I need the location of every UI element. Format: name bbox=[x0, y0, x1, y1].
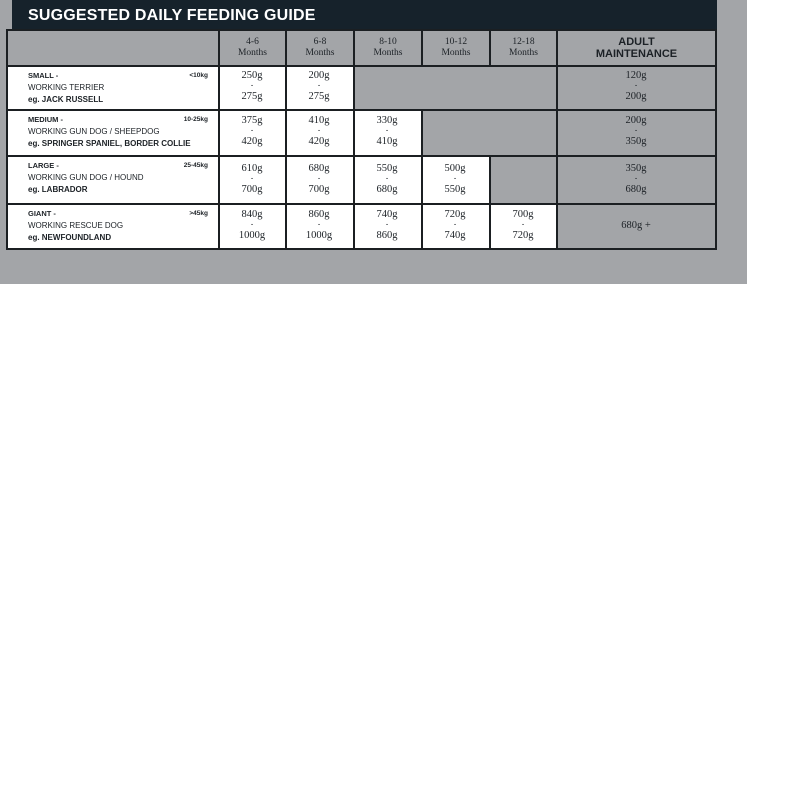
header-8-10-line1: 8-10 bbox=[379, 37, 397, 47]
header-adult-maintenance bbox=[558, 31, 715, 65]
row-medium-example: eg. SPRINGER SPANIEL, BORDER COLLIE bbox=[28, 139, 191, 148]
row-small-description: WORKING TERRIER bbox=[28, 83, 105, 92]
row-large-size bbox=[8, 157, 218, 203]
row-giant-10-12 bbox=[423, 205, 489, 248]
row-large-6-8 bbox=[287, 157, 353, 203]
value-separator: - bbox=[250, 126, 254, 134]
value-max: 275g bbox=[308, 91, 330, 102]
value-separator: - bbox=[453, 220, 457, 228]
value-separator: - bbox=[250, 81, 254, 89]
row-giant-4-6 bbox=[220, 205, 285, 248]
value-min: 740g bbox=[376, 209, 398, 220]
header-12-18-months bbox=[491, 31, 556, 65]
value-min: 200g bbox=[308, 70, 330, 81]
row-small-empty-span bbox=[355, 67, 556, 109]
row-small-adult bbox=[558, 67, 715, 109]
value-max: 1000g bbox=[238, 230, 266, 241]
header-12-18-line2: Months bbox=[508, 48, 539, 58]
row-small-size-name: SMALL - bbox=[28, 71, 59, 80]
value-separator: - bbox=[317, 174, 321, 182]
header-adult-line1: ADULT bbox=[618, 36, 655, 48]
value-separator: - bbox=[250, 220, 254, 228]
row-medium-empty-span bbox=[423, 111, 556, 155]
value-separator: - bbox=[317, 220, 321, 228]
value-separator: - bbox=[634, 81, 638, 89]
header-8-10-line2: Months bbox=[373, 48, 403, 58]
row-medium-8-10 bbox=[355, 111, 421, 155]
value-separator: - bbox=[634, 126, 638, 134]
value-max: 275g bbox=[241, 91, 263, 102]
row-large-size-name: LARGE - bbox=[28, 161, 59, 170]
value-min: 860g bbox=[308, 209, 330, 220]
row-large-description: WORKING GUN DOG / HOUND bbox=[28, 173, 144, 182]
row-medium-4-6 bbox=[220, 111, 285, 155]
value-min: 200g bbox=[625, 115, 647, 126]
row-medium-adult bbox=[558, 111, 715, 155]
header-4-6-months bbox=[220, 31, 285, 65]
header-10-12-line1: 10-12 bbox=[444, 37, 468, 47]
value-max: 350g bbox=[625, 136, 647, 147]
value-max: 700g bbox=[308, 184, 330, 195]
value-separator: - bbox=[634, 174, 638, 182]
value-max: 680g bbox=[376, 184, 398, 195]
value-max: 420g bbox=[308, 136, 330, 147]
value-separator: - bbox=[250, 174, 254, 182]
row-small-size bbox=[8, 67, 218, 109]
value-max: 680g bbox=[625, 184, 647, 195]
value-min: 610g bbox=[241, 163, 263, 174]
row-large-weight: 25-45kg bbox=[183, 162, 208, 169]
value-max: 740g bbox=[444, 230, 466, 241]
feeding-guide-table bbox=[6, 29, 717, 250]
row-giant-8-10 bbox=[355, 205, 421, 248]
row-giant-size bbox=[8, 205, 218, 248]
row-medium-6-8 bbox=[287, 111, 353, 155]
value-min: 410g bbox=[308, 115, 330, 126]
value-min: 680g bbox=[308, 163, 330, 174]
row-giant-adult bbox=[558, 205, 715, 248]
value-max: 410g bbox=[376, 136, 398, 147]
value-separator: - bbox=[385, 126, 389, 134]
header-10-12-months bbox=[423, 31, 489, 65]
header-6-8-line1: 6-8 bbox=[313, 37, 327, 47]
value-single: 680g + bbox=[621, 220, 651, 231]
value-min: 550g bbox=[376, 163, 398, 174]
value-min: 375g bbox=[241, 115, 263, 126]
value-min: 700g bbox=[512, 209, 534, 220]
row-small-4-6 bbox=[220, 67, 285, 109]
row-giant-6-8 bbox=[287, 205, 353, 248]
row-large-8-10 bbox=[355, 157, 421, 203]
row-medium-description: WORKING GUN DOG / SHEEPDOG bbox=[28, 127, 160, 136]
header-adult-line2: MAINTENANCE bbox=[595, 48, 678, 60]
value-separator: - bbox=[317, 126, 321, 134]
row-giant-size-name: GIANT - bbox=[28, 209, 56, 218]
header-6-8-line2: Months bbox=[305, 48, 335, 58]
value-separator: - bbox=[385, 220, 389, 228]
value-max: 200g bbox=[625, 91, 647, 102]
row-large-10-12 bbox=[423, 157, 489, 203]
value-min: 250g bbox=[241, 70, 263, 81]
row-medium-size bbox=[8, 111, 218, 155]
value-max: 550g bbox=[444, 184, 466, 195]
row-large-adult bbox=[558, 157, 715, 203]
value-min: 840g bbox=[241, 209, 263, 220]
header-10-12-line2: Months bbox=[441, 48, 471, 58]
header-4-6-line2: Months bbox=[237, 48, 268, 58]
row-large-example: eg. LABRADOR bbox=[28, 185, 88, 194]
row-small-example: eg. JACK RUSSELL bbox=[28, 95, 104, 104]
row-small-6-8 bbox=[287, 67, 353, 109]
value-min: 720g bbox=[444, 209, 466, 220]
row-small-weight: <10kg bbox=[189, 72, 208, 79]
value-min: 500g bbox=[444, 163, 466, 174]
row-giant-12-18 bbox=[491, 205, 556, 248]
value-min: 350g bbox=[625, 163, 647, 174]
value-separator: - bbox=[521, 220, 525, 228]
row-medium-weight: 10-25kg bbox=[183, 116, 208, 123]
value-separator: - bbox=[317, 81, 321, 89]
header-blank bbox=[8, 31, 218, 65]
row-medium-size-name: MEDIUM - bbox=[28, 115, 63, 124]
value-max: 860g bbox=[376, 230, 398, 241]
value-separator: - bbox=[385, 174, 389, 182]
row-large-empty-span bbox=[491, 157, 556, 203]
header-4-6-line1: 4-6 bbox=[246, 37, 259, 47]
header-12-18-line1: 12-18 bbox=[512, 37, 535, 47]
header-6-8-months bbox=[287, 31, 353, 65]
row-giant-example: eg. NEWFOUNDLAND bbox=[28, 233, 112, 242]
header-8-10-months bbox=[355, 31, 421, 65]
value-min: 120g bbox=[625, 70, 647, 81]
feeding-guide-title: SUGGESTED DAILY FEEDING GUIDE bbox=[12, 0, 717, 29]
row-large-4-6 bbox=[220, 157, 285, 203]
value-max: 720g bbox=[512, 230, 534, 241]
value-min: 330g bbox=[376, 115, 398, 126]
value-max: 700g bbox=[241, 184, 263, 195]
value-max: 420g bbox=[241, 136, 263, 147]
row-giant-description: WORKING RESCUE DOG bbox=[28, 221, 124, 230]
value-max: 1000g bbox=[305, 230, 333, 241]
row-giant-weight: >45kg bbox=[189, 210, 208, 217]
value-separator: - bbox=[453, 174, 457, 182]
